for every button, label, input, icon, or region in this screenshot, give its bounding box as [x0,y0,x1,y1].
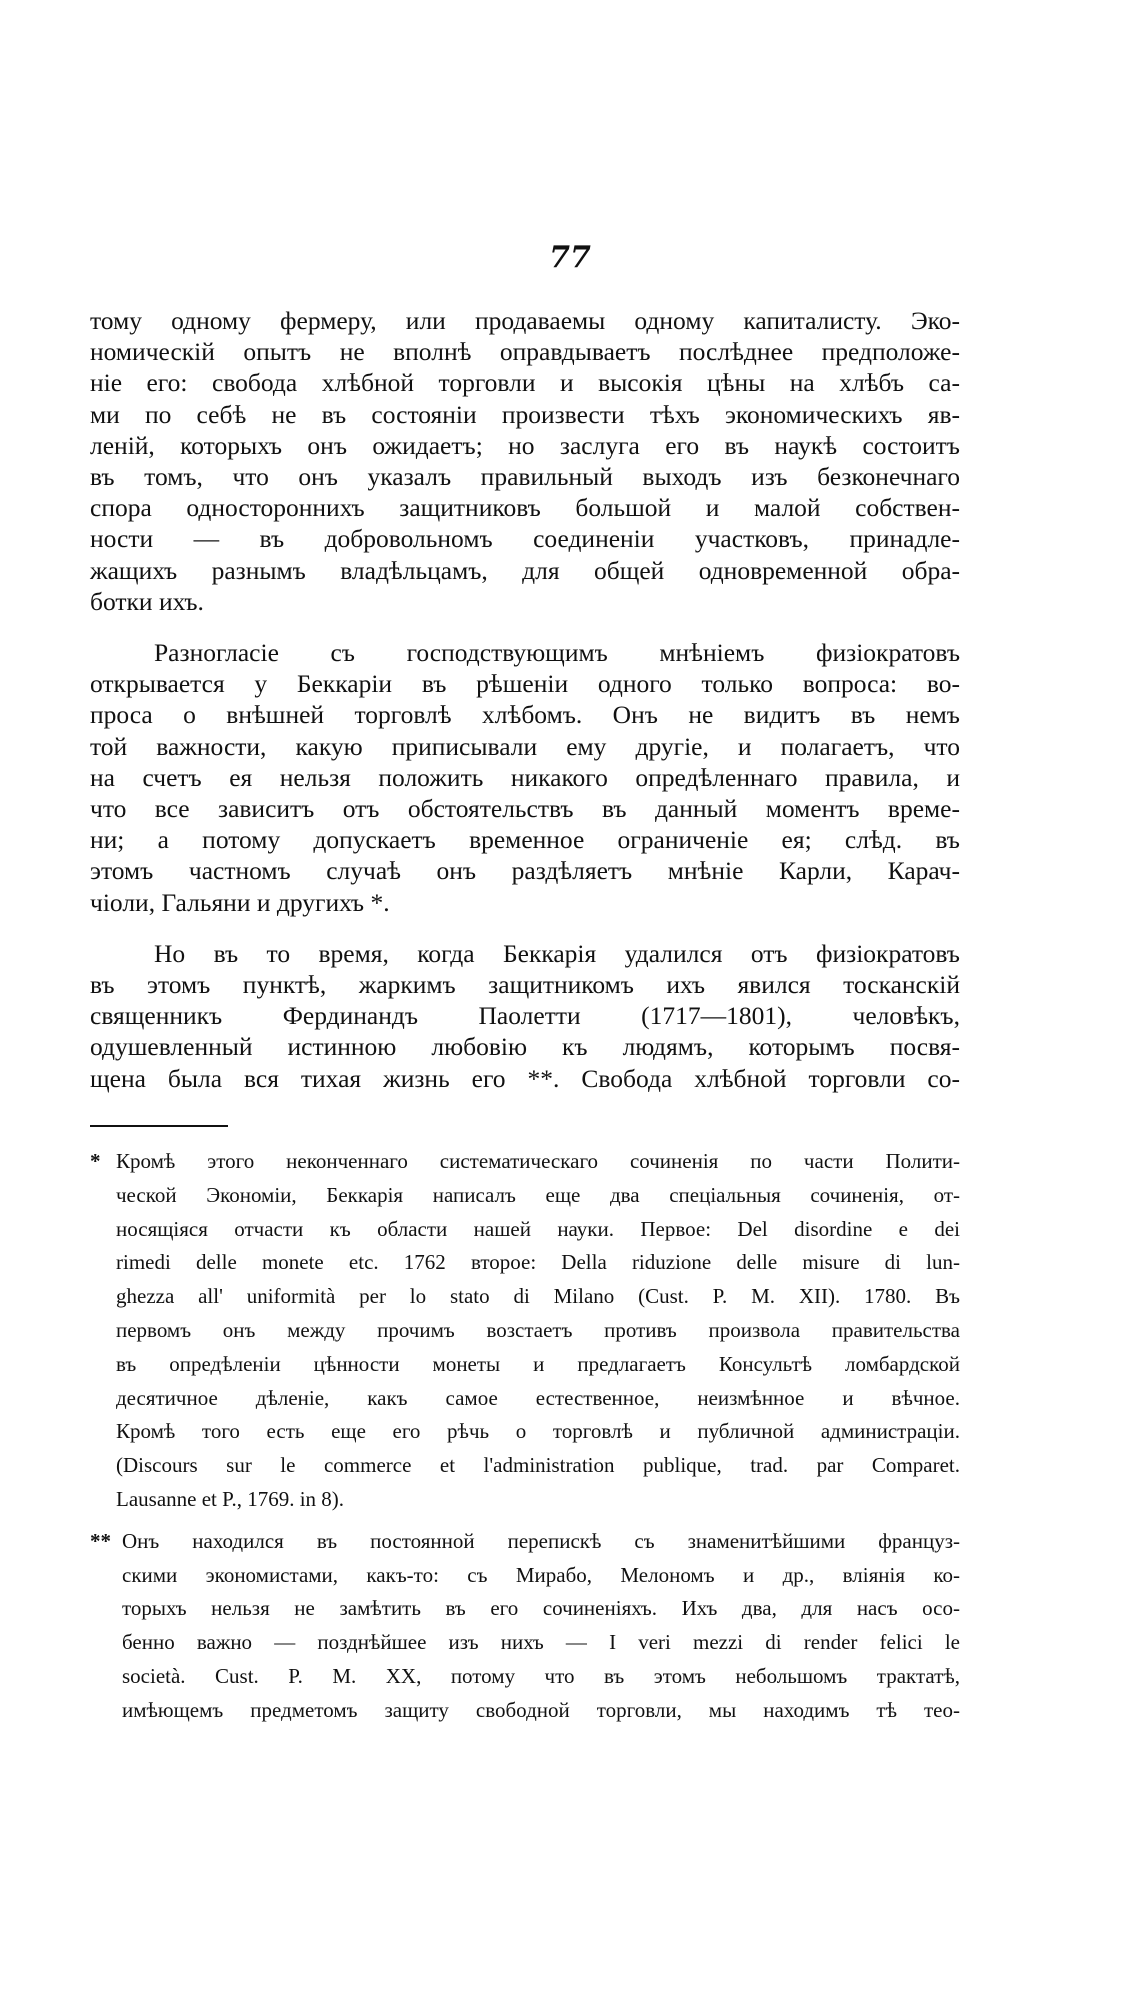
footnote-2 [90,1525,960,1728]
text-line: на счетъ ея нельзя положить никакого опредѣленнаго правила, и [90,762,960,792]
footnote-separator [90,1125,228,1127]
text-line: номическій опытъ не вполнѣ оправдываетъ послѣднее предположе- [90,337,960,367]
footnote-line: Онъ находился въ постоянной перепискѣ съ знаменитѣйшими француз- [122,1528,960,1553]
paragraph-2 [90,637,960,918]
text-line: щена была вся тихая жизнь его **. Свобода хлѣбной торговли со- [90,1063,960,1093]
body-text [90,305,960,1114]
footnote-line: Lausanne et P., 1769. in 8). [116,1486,345,1511]
text-line: леній, которыхъ онъ ожидаетъ; но заслуга его въ наукѣ состоитъ [90,430,960,460]
text-line: что все зависитъ отъ обстоятельствъ въ данный моментъ време- [90,794,960,824]
footnote-line: ческой Экономіи, Беккарія написалъ еще два спеціальныя сочиненія, от- [116,1182,960,1207]
text-line: спора одностороннихъ защитниковъ большой и малой собствен- [90,493,960,523]
footnote-line: società. Cust. P. M. XX, потому что въ этомъ небольшомъ трактатѣ, [122,1663,960,1688]
footnote-mark: * [90,1149,101,1173]
text-line: ми по себѣ не въ состояніи произвести тѣхъ экономическихъ яв- [90,399,960,429]
footnote-line: ghezza all' uniformità per lo stato di Milano (Cust. P. M. XII). 1780. Въ [116,1284,960,1309]
text-line: въ томъ, что онъ указалъ правильный выходъ изъ безконечнаго [90,462,960,492]
paragraph-3 [90,938,960,1094]
footnote-1 [90,1145,960,1517]
footnote-line: (Discours sur le commerce et l'administration publique, trad. par Comparet. [116,1453,960,1478]
text-line: ботки ихъ. [90,586,204,616]
text-line: одушевленный истинною любовію къ людямъ, которымъ посвя- [90,1032,960,1062]
footnote-line: носящіяся отчасти къ области нашей науки. Первое: Del disordine e dei [116,1216,960,1241]
footnote-line: бенно важно — позднѣйшее изъ нихъ — I veri mezzi di render felici le [122,1630,960,1655]
footnote-line: rimedi delle monete etc. 1762 второе: Della riduzione delle misure di lun- [116,1250,960,1275]
text-line: тому одному фермеру, или продаваемы одному капиталисту. Эко- [90,306,960,335]
footnote-line: въ опредѣленіи цѣнности монеты и предлагаетъ Консультѣ ломбардской [116,1351,960,1376]
text-line: Но въ то время, когда Беккарія удалился отъ физіократовъ [154,938,960,968]
text-line: ности — въ добровольномъ соединеніи участковъ, принадле- [90,524,960,554]
text-line: открывается у Беккаріи въ рѣшеніи одного только вопроса: во- [90,669,960,699]
footnote-line: имѣющемъ предметомъ защиту свободной торговли, мы находимъ тѣ тео- [122,1697,960,1722]
page-number: 77 [549,240,591,275]
paragraph-1 [90,305,960,617]
footnotes [90,1145,960,1736]
text-line: ніе его: свобода хлѣбной торговли и высокія цѣны на хлѣбъ са- [90,368,960,398]
text-line: жащихъ разнымъ владѣльцамъ, для общей одновременной обра- [90,555,960,585]
text-line: священникъ Фердинандъ Паолетти (1717—1801), человѣкъ, [90,1001,960,1031]
text-line: той важности, какую приписывали ему другіе, и полагаетъ, что [90,731,960,761]
footnote-line: торыхъ нельзя не замѣтить въ его сочиненіяхъ. Ихъ два, для насъ осо- [122,1596,960,1621]
text-line: проса о внѣшней торговлѣ хлѣбомъ. Онъ не видитъ въ немъ [90,700,960,730]
text-line: Разногласіе съ господствующимъ мнѣніемъ физіократовъ [154,638,960,668]
text-line: чіоли, Гальяни и другихъ *. [90,887,390,917]
footnote-line: Кромѣ того есть еще его рѣчь о торговлѣ и публичной администраціи. [116,1419,960,1444]
text-line: въ этомъ пунктѣ, жаркимъ защитникомъ ихъ явился тосканскій [90,970,960,1000]
footnote-mark: ** [90,1528,111,1553]
footnote-line: Кромѣ этого неконченнаго систематическаго сочиненія по части Полити- [116,1149,960,1173]
text-line: этомъ частномъ случаѣ онъ раздѣляетъ мнѣніе Карли, Карач- [90,856,960,886]
text-line: ни; а потому допускаетъ временное ограниченіе ея; слѣд. въ [90,825,960,855]
footnote-line: десятичное дѣленіе, какъ самое естественное, неизмѣнное и вѣчное. [116,1385,960,1410]
footnote-line: скими экономистами, какъ-то: съ Мирабо, Мелономъ и др., вліянія ко- [122,1562,960,1587]
footnote-line: первомъ онъ между прочимъ возстаетъ противъ произвола правительства [116,1317,960,1342]
